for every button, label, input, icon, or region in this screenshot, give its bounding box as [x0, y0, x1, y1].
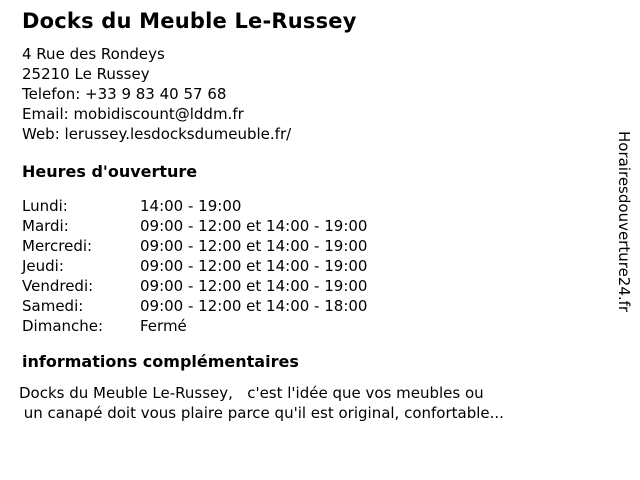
address-line-2: 25210 Le Russey: [22, 65, 150, 83]
day-times: Fermé: [140, 317, 187, 335]
day-times: 14:00 - 19:00: [140, 197, 242, 215]
info-line-2: un canapé doit vous plaire parce qu'il est original, confortable...: [19, 404, 504, 422]
day-times: 09:00 - 12:00 et 14:00 - 18:00: [140, 297, 368, 315]
table-row: [22, 256, 367, 276]
table-row: [22, 236, 367, 256]
web-line: Web: lerussey.lesdocksdumeuble.fr/: [22, 125, 292, 143]
watermark-site-name: Horairesdouverture24.fr: [615, 131, 633, 313]
day-label: Jeudi:: [22, 257, 64, 275]
table-row: [22, 276, 367, 296]
day-label: Dimanche:: [22, 317, 104, 335]
email-line: Email: mobidiscount@lddm.fr: [22, 105, 244, 123]
info-line-1: Docks du Meuble Le-Russey, c'est l'idée que vos meubles ou: [19, 384, 484, 402]
opening-hours-table: [22, 196, 367, 336]
day-label: Vendredi:: [22, 277, 94, 295]
phone-line: Telefon: +33 9 83 40 57 68: [22, 85, 227, 103]
day-label: Lundi:: [22, 197, 68, 215]
table-row: [22, 296, 367, 316]
day-label: Samedi:: [22, 297, 84, 315]
table-row: [22, 316, 367, 336]
additional-info-heading: informations complémentaires: [22, 352, 299, 371]
opening-hours-heading: Heures d'ouverture: [22, 162, 198, 181]
contact-block: [22, 44, 291, 144]
day-times: 09:00 - 12:00 et 14:00 - 19:00: [140, 237, 368, 255]
additional-info-text: [19, 383, 504, 423]
page-title: Docks du Meuble Le-Russey: [22, 9, 357, 33]
address-line-1: 4 Rue des Rondeys: [22, 45, 165, 63]
day-times: 09:00 - 12:00 et 14:00 - 19:00: [140, 277, 368, 295]
day-times: 09:00 - 12:00 et 14:00 - 19:00: [140, 257, 368, 275]
day-label: Mercredi:: [22, 237, 93, 255]
table-row: [22, 216, 367, 236]
day-label: Mardi:: [22, 217, 69, 235]
table-row: [22, 196, 367, 216]
day-times: 09:00 - 12:00 et 14:00 - 19:00: [140, 217, 368, 235]
